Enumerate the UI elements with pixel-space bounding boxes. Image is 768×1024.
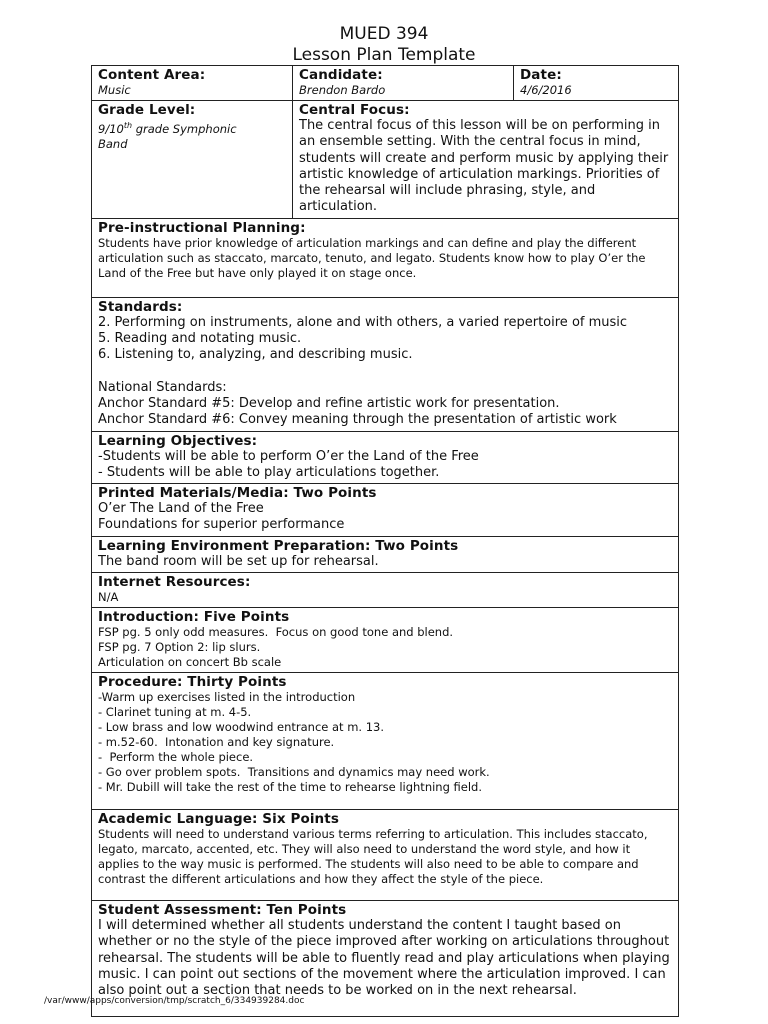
student-assessment-text: I will determined whether all students understand the content I taught based on whether or no the style of the piece improved after working on articulations throughout rehearsal. The students will be able to fluently read and play articulations when playing music. I can point out sections of the movement where the articulation improved. I can also point out a section that needs to be worked on in the next rehearsal. <box>98 918 670 999</box>
central-focus-cell <box>293 101 679 219</box>
introduction-line: Articulation on concert Bb scale <box>98 655 282 670</box>
procedure-step: - Clarinet tuning at m. 4-5. <box>98 705 252 720</box>
student-assessment-label: Student Assessment: Ten Points <box>98 902 347 919</box>
procedure-step: -Warm up exercises listed in the introduction <box>98 690 356 705</box>
learning-environment-label: Learning Environment Preparation: Two Points <box>98 537 459 554</box>
grade-level-value: 9/10th grade Symphonic <box>98 121 237 136</box>
standard-line: 6. Listening to, analyzing, and describing music. <box>98 347 413 363</box>
standard-line: 2. Performing on instruments, alone and with others, a varied repertoire of music <box>98 314 628 330</box>
academic-language-cell <box>92 810 679 901</box>
academic-language-text: Students will need to understand various terms referring to articulation. This includes staccato, legato, marcato, accented, etc. They will also need to understand the word style, and how it applies to the way music is performed. The students will also need to be able to compare and contrast the different articulations and how they affect the style of the piece. <box>98 827 648 887</box>
standard-line: 5. Reading and notating music. <box>98 331 302 347</box>
objective-line: - Students will be able to play articulations together. <box>98 464 440 480</box>
procedure-step: - Perform the whole piece. <box>98 750 254 765</box>
pre-instructional-cell <box>92 218 679 297</box>
document-title: Lesson Plan Template <box>292 45 476 65</box>
candidate-value: Brendon Bardo <box>299 83 386 97</box>
pre-instructional-text: Students have prior knowledge of articulation markings and can define and play the different articulation such as staccato, marcato, tenuto, and legato. Students know how to play O’er the Land of the Free but have only played it on stage once. <box>98 235 646 280</box>
national-standard-line: Anchor Standard #5: Develop and refine artistic work for presentation. <box>98 395 560 411</box>
date-label: Date: <box>520 67 562 83</box>
introduction-cell <box>92 608 679 673</box>
course-code: MUED 394 <box>339 24 429 44</box>
printed-materials-cell <box>92 484 679 537</box>
procedure-step: - m.52-60. Intonation and key signature. <box>98 735 335 750</box>
content-area-value: Music <box>98 83 131 97</box>
procedure-step: - Low brass and low woodwind entrance at m. 13. <box>98 720 385 735</box>
procedure-step: - Mr. Dubill will take the rest of the time to rehearse lightning field. <box>98 780 483 795</box>
procedure-step: - Go over problem spots. Transitions and dynamics may need work. <box>98 765 490 780</box>
material-line: O’er The Land of the Free <box>98 501 264 517</box>
central-focus-text: The central focus of this lesson will be on performing in an ensemble setting. With the central focus in mind, students will create and perform music by applying their artistic knowledge of articulation markings. Priorities of the rehearsal will include phrasing, style, and articulation. <box>299 118 669 215</box>
file-path-footer: /var/www/apps/conversion/tmp/scratch_6/334939284.doc <box>44 996 305 1006</box>
introduction-label: Introduction: Five Points <box>98 609 290 626</box>
lesson-plan-table <box>91 65 679 1017</box>
date-cell <box>514 66 679 101</box>
learning-objectives-cell <box>92 431 679 484</box>
introduction-line: FSP pg. 5 only odd measures. Focus on good tone and blend. <box>98 625 454 640</box>
date-value: 4/6/2016 <box>520 83 572 97</box>
procedure-cell <box>92 673 679 810</box>
candidate-label: Candidate: <box>299 67 383 83</box>
printed-materials-label: Printed Materials/Media: Two Points <box>98 485 377 502</box>
grade-level-cell <box>92 101 293 219</box>
internet-resources-cell <box>92 573 679 608</box>
standards-cell <box>92 297 679 431</box>
content-area-cell <box>92 66 293 101</box>
grade-level-label: Grade Level: <box>98 102 196 118</box>
central-focus-label: Central Focus: <box>299 102 410 118</box>
procedure-label: Procedure: Thirty Points <box>98 674 287 691</box>
internet-resources-label: Internet Resources: <box>98 574 251 591</box>
objective-line: -Students will be able to perform O’er the Land of the Free <box>98 448 479 464</box>
internet-resources-text: N/A <box>98 590 119 605</box>
national-standards-label: National Standards: <box>98 379 227 395</box>
introduction-line: FSP pg. 7 Option 2: lip slurs. <box>98 640 261 655</box>
pre-instructional-label: Pre-instructional Planning: <box>98 219 306 236</box>
learning-environment-cell <box>92 536 679 572</box>
grade-level-value-line2: Band <box>98 136 128 151</box>
candidate-cell <box>293 66 514 101</box>
standards-label: Standards: <box>98 298 183 315</box>
national-standard-line: Anchor Standard #6: Convey meaning through the presentation of artistic work <box>98 412 617 428</box>
academic-language-label: Academic Language: Six Points <box>98 811 339 828</box>
learning-objectives-label: Learning Objectives: <box>98 432 258 449</box>
material-line: Foundations for superior performance <box>98 517 345 533</box>
learning-environment-text: The band room will be set up for rehearsal. <box>98 553 379 569</box>
content-area-label: Content Area: <box>98 67 206 83</box>
